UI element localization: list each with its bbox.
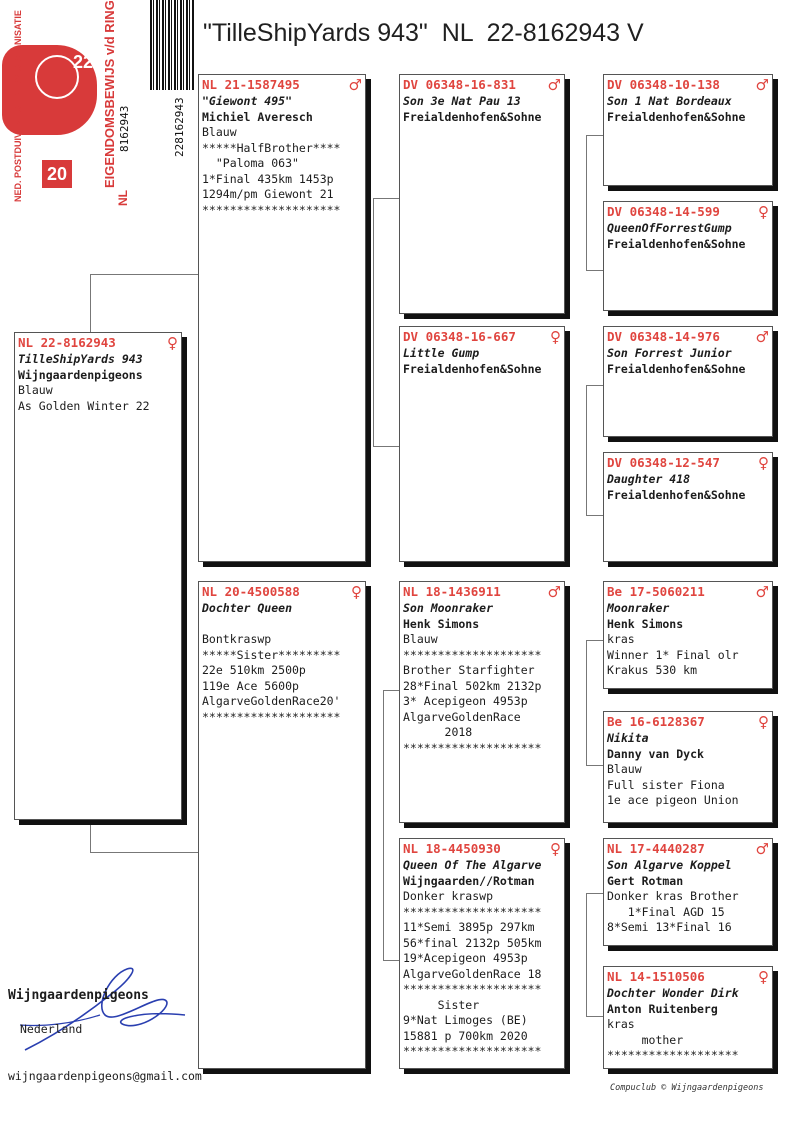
connector-line xyxy=(586,385,587,515)
ring-number: Be 17-5060211 xyxy=(607,584,705,599)
ring-year-b: 22 xyxy=(72,52,94,72)
pigeon-info-line: Donker kras Brother xyxy=(607,889,739,903)
pigeon-info-line: 28*Final 502km 2132p xyxy=(403,678,542,693)
ring-number: NL 20-4500588 xyxy=(202,584,300,599)
breeder-name: Freialdenhofen&Sohne xyxy=(607,109,746,124)
pigeon-card-father-father xyxy=(399,74,565,314)
pigeon-name: QueenOfForrestGump xyxy=(607,221,732,235)
pigeon-info-line: Bontkraswp xyxy=(202,632,272,646)
pigeon-card-fff xyxy=(603,74,773,186)
connector-line xyxy=(373,446,399,447)
pigeon-info-line: As Golden Winter 22 xyxy=(18,398,150,413)
connector-line xyxy=(90,820,91,852)
pigeon-card-fmf xyxy=(603,326,773,437)
breeder-name: Michiel Averesch xyxy=(202,109,313,124)
pigeon-info-line xyxy=(202,617,362,633)
ring-number: DV 06348-10-138 xyxy=(607,77,720,92)
pigeon-card-father-mother xyxy=(399,326,565,562)
pigeon-info-line: Winner 1* Final olr xyxy=(607,647,739,662)
pigeon-name: TilleShipYards 943 xyxy=(18,352,143,366)
male-symbol-icon: ♂ xyxy=(755,583,769,601)
pigeon-info-line: 119e Ace 5600p xyxy=(202,678,299,693)
pigeon-name: Little Gump xyxy=(403,346,480,360)
pigeon-info-line: ******************** xyxy=(403,647,542,662)
card-header xyxy=(202,76,362,94)
ring-number: NL 18-4450930 xyxy=(403,841,501,856)
connector-line xyxy=(373,198,399,199)
connector-line xyxy=(586,893,587,1016)
ring-number: NL 14-1510506 xyxy=(607,969,705,984)
connector-line xyxy=(586,135,587,270)
pigeon-info-line: ******************** xyxy=(403,1044,542,1058)
pigeon-name: Son Forrest Junior xyxy=(607,346,732,360)
pigeon-name: Daughter 418 xyxy=(607,472,691,486)
pigeon-name: Dochter Wonder Dirk xyxy=(607,986,739,1000)
card-header xyxy=(607,840,769,858)
connector-line xyxy=(586,270,603,271)
pigeon-info-line: kras xyxy=(607,632,635,646)
connector-line xyxy=(383,690,399,691)
pigeon-card-mfm xyxy=(603,711,773,823)
breeder-name: Freialdenhofen&Sohne xyxy=(607,487,746,502)
pigeon-info-line: *****HalfBrother**** xyxy=(202,140,341,155)
pigeon-name: Nikita xyxy=(607,731,649,745)
pigeon-info-line: 15881 p 700km 2020 xyxy=(403,1028,528,1043)
card-header xyxy=(403,328,561,346)
breeder-name: Wijngaardenpigeons xyxy=(18,367,143,382)
pigeon-name: Dochter Queen xyxy=(202,601,293,615)
pigeon-info-line: 8*Semi 13*Final 16 xyxy=(607,920,732,934)
pigeon-name: Moonraker xyxy=(607,601,670,615)
breeder-name: Freialdenhofen&Sohne xyxy=(403,109,542,124)
pigeon-info-line: AlgarveGoldenRace 18 xyxy=(403,966,542,981)
pigeon-info-line: 9*Nat Limoges (BE) xyxy=(403,1013,528,1027)
ring-number: 8162943 xyxy=(118,105,131,152)
pigeon-info-line: Full sister Fiona xyxy=(607,777,725,792)
pigeon-card-ffm xyxy=(603,201,773,311)
pigeon-card-mother xyxy=(198,581,366,1069)
card-header xyxy=(202,583,362,601)
card-header xyxy=(607,713,769,731)
pigeon-info-line: 1*Final 435km 1453p xyxy=(202,171,334,186)
ring-number: DV 06348-16-831 xyxy=(403,77,516,92)
pigeon-info-line: ******************** xyxy=(202,709,341,724)
pigeon-info-line: AlgarveGoldenRace xyxy=(403,709,521,724)
breeder-name: Danny van Dyck xyxy=(607,746,704,761)
ring-certificate xyxy=(0,0,195,226)
ring-number: DV 06348-14-976 xyxy=(607,329,720,344)
pigeon-info-line: 11*Semi 3895p 297km xyxy=(403,920,535,934)
connector-line xyxy=(90,852,198,853)
ring-number: NL 21-1587495 xyxy=(202,77,300,92)
breeder-name: Freialdenhofen&Sohne xyxy=(607,361,746,376)
breeder-name: Wijngaarden//Rotman xyxy=(403,873,535,888)
ring-title: EIGENDOMSBEWIJS v/d RING xyxy=(102,0,117,188)
pigeon-info-line: Donker kraswp xyxy=(403,889,494,903)
breeder-name: Anton Ruitenberg xyxy=(607,1001,718,1016)
pigeon-info-line: 3* Acepigeon 4953p xyxy=(403,694,528,708)
pigeon-card-main xyxy=(14,332,182,820)
pigeon-info-line: ******************** xyxy=(202,202,341,217)
ring-organisation: NED. POSTDUIVENHOUDERS ORGANISATIE xyxy=(13,10,23,202)
connector-line xyxy=(586,893,603,894)
pigeon-name: Son Moonraker xyxy=(403,601,494,615)
connector-line xyxy=(586,515,603,516)
connector-line xyxy=(586,765,603,766)
pigeon-name: "Giewont 495" xyxy=(202,94,293,108)
male-symbol-icon: ♂ xyxy=(547,583,561,601)
pigeon-info-line: Blauw xyxy=(607,762,642,776)
breeder-name: Freialdenhofen&Sohne xyxy=(607,236,746,251)
pigeon-name: Son 1 Nat Bordeaux xyxy=(607,94,732,108)
page-title: "TilleShipYards 943" NL 22-8162943 V xyxy=(203,19,644,47)
female-symbol-icon: ♀ xyxy=(550,328,561,346)
pigeon-info-line: Blauw xyxy=(202,125,237,139)
pigeon-info-line: 56*final 2132p 505km xyxy=(403,935,542,950)
ring-year-a: 20 xyxy=(42,160,72,188)
connector-line xyxy=(373,320,374,446)
pigeon-card-fmm xyxy=(603,452,773,562)
credit-line: Compuclub © Wijngaardenpigeons xyxy=(610,1083,764,1093)
ring-number: NL 18-1436911 xyxy=(403,584,501,599)
ring-number: NL 17-4440287 xyxy=(607,841,705,856)
pigeon-info-line: Blauw xyxy=(403,632,438,646)
card-header xyxy=(403,76,561,94)
pigeon-name: Son 3e Nat Pau 13 xyxy=(403,94,521,108)
card-header xyxy=(607,203,769,221)
female-symbol-icon: ♀ xyxy=(550,840,561,858)
card-header xyxy=(607,968,769,986)
connector-line xyxy=(586,1016,603,1017)
ring-country: NL xyxy=(116,190,130,206)
pigeon-info-line: 1*Final AGD 15 xyxy=(607,904,725,919)
pigeon-card-mmm xyxy=(603,966,773,1069)
pigeon-info-line: 22e 510km 2500p xyxy=(202,663,306,677)
pigeon-info-line: kras xyxy=(607,1017,635,1031)
card-header xyxy=(607,76,769,94)
pigeon-name: Son Algarve Koppel xyxy=(607,858,732,872)
female-symbol-icon: ♀ xyxy=(351,583,362,601)
card-header xyxy=(403,583,561,601)
pigeon-card-father xyxy=(198,74,366,562)
breeder-name: Freialdenhofen&Sohne xyxy=(403,361,542,376)
connector-line xyxy=(90,274,91,332)
ring-number: DV 06348-14-599 xyxy=(607,204,720,219)
connector-line xyxy=(383,960,399,961)
card-header xyxy=(403,840,561,858)
ring-number: DV 06348-16-667 xyxy=(403,329,516,344)
pigeon-card-mff xyxy=(603,581,773,689)
connector-line xyxy=(586,640,587,765)
pigeon-info-line: Krakus 530 km xyxy=(607,663,698,677)
male-symbol-icon: ♂ xyxy=(547,76,561,94)
owner-email: wijngaardenpigeons@gmail.com xyxy=(8,1069,202,1083)
owner-country: Nederland xyxy=(20,1022,83,1036)
male-symbol-icon: ♂ xyxy=(348,76,362,94)
female-symbol-icon: ♀ xyxy=(758,713,769,731)
pigeon-info-line: 2018 xyxy=(403,725,473,739)
pigeon-info-line: 1294m/pm Giewont 21 xyxy=(202,187,334,201)
pigeon-info-line: ******************* xyxy=(607,1048,739,1062)
male-symbol-icon: ♂ xyxy=(755,840,769,858)
barcode-number: 228162943 xyxy=(173,97,186,157)
ring-number: Be 16-6128367 xyxy=(607,714,705,729)
pigeon-info-line: Brother Starfighter xyxy=(403,663,535,677)
connector-line xyxy=(90,274,198,275)
pigeon-info-line: "Paloma 063" xyxy=(202,156,299,170)
connector-line xyxy=(383,690,384,960)
card-header xyxy=(607,328,769,346)
pigeon-card-mother-mother xyxy=(399,838,565,1069)
ring-number: NL 22-8162943 xyxy=(18,335,116,350)
card-header xyxy=(607,583,769,601)
connector-line xyxy=(586,135,603,136)
female-symbol-icon: ♀ xyxy=(758,968,769,986)
male-symbol-icon: ♂ xyxy=(755,328,769,346)
owner-name: Wijngaardenpigeons xyxy=(8,988,149,1003)
female-symbol-icon: ♀ xyxy=(758,454,769,472)
ring-number: DV 06348-12-547 xyxy=(607,455,720,470)
pigeon-info-line: AlgarveGoldenRace20' xyxy=(202,694,341,708)
pigeon-info-line: Sister xyxy=(403,997,480,1012)
female-symbol-icon: ♀ xyxy=(758,203,769,221)
pigeon-info-line: 19*Acepigeon 4953p xyxy=(403,951,528,965)
pigeon-card-mmf xyxy=(603,838,773,946)
male-symbol-icon: ♂ xyxy=(755,76,769,94)
pigeon-name: Queen Of The Algarve xyxy=(403,858,542,872)
pigeon-info-line: mother xyxy=(607,1032,684,1047)
pigeon-info-line: ******************** xyxy=(403,982,542,996)
pigeon-info-line: ******************** xyxy=(403,740,542,755)
breeder-name: Henk Simons xyxy=(607,616,684,631)
connector-line xyxy=(586,640,603,641)
pigeon-info-line: ******************** xyxy=(403,904,542,919)
connector-line xyxy=(586,385,603,386)
pigeon-info-line: Blauw xyxy=(18,383,53,397)
card-header xyxy=(18,334,178,352)
breeder-name: Gert Rotman xyxy=(607,873,684,888)
female-symbol-icon: ♀ xyxy=(167,334,178,352)
signature-icon xyxy=(15,955,195,1065)
pigeon-info-line: *****Sister********* xyxy=(202,647,341,662)
pigeon-info-line: 1e ace pigeon Union xyxy=(607,793,739,807)
pigeon-card-mother-father xyxy=(399,581,565,823)
connector-line xyxy=(373,198,374,320)
card-header xyxy=(607,454,769,472)
breeder-name: Henk Simons xyxy=(403,616,480,631)
